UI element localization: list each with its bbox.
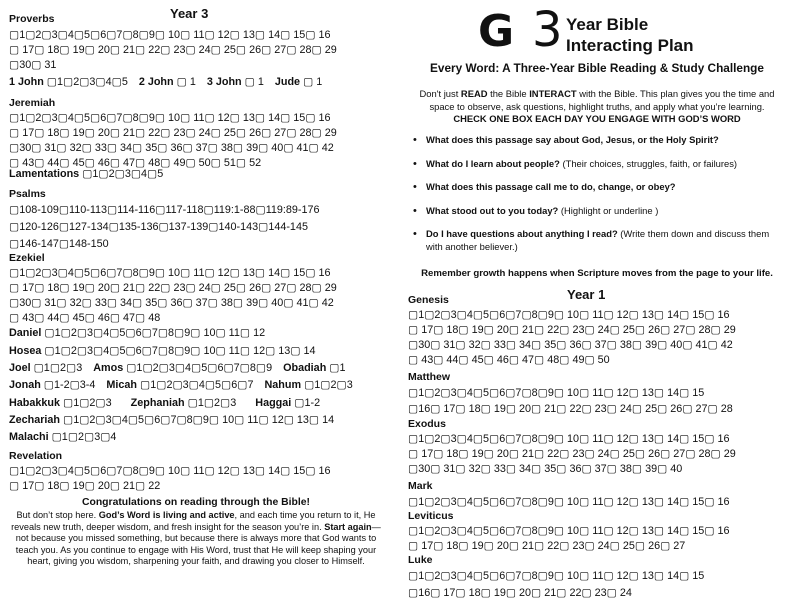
2john-checkboxes[interactable]: ▢ 1 bbox=[176, 76, 196, 88]
jeremiah-checkboxes-row4[interactable]: ▢ 43▢ 44▢ 45▢ 46▢ 47▢ 48▢ 49▢ 50▢ 51▢ 52 bbox=[9, 157, 262, 169]
matthew-checkboxes-row1[interactable]: ▢1▢2▢3▢4▢5▢6▢7▢8▢9▢ 10▢ 11▢ 12▢ 13▢ 14▢ 15 bbox=[408, 387, 705, 399]
ezekiel-section bbox=[9, 248, 387, 326]
matthew-checkboxes-row2[interactable]: ▢16▢ 17▢ 18▢ 19▢ 20▢ 21▢ 22▢ 23▢ 24▢ 25▢ 26▢ 27▢ 28 bbox=[408, 403, 733, 415]
3john-checkboxes[interactable]: ▢ 1 bbox=[244, 76, 264, 88]
joel-checkboxes[interactable]: ▢1▢2▢3 bbox=[33, 362, 83, 374]
daniel-line bbox=[9, 326, 265, 341]
question-item: • What do I learn about people? (Their choices, struggles, faith, or failures) bbox=[413, 158, 785, 171]
ezekiel-checkboxes-row1[interactable]: ▢1▢2▢3▢4▢5▢6▢7▢8▢9▢ 10▢ 11▢ 12▢ 13▢ 14▢ 15▢ 16 bbox=[9, 267, 331, 279]
habakkuk-checkboxes[interactable]: ▢1▢2▢3 bbox=[63, 397, 112, 409]
nahum-checkboxes[interactable]: ▢1▢2▢3 bbox=[304, 379, 353, 391]
micah-checkboxes[interactable]: ▢1▢2▢3▢4▢5▢6▢7 bbox=[140, 379, 254, 391]
revelation-checkboxes-row2[interactable]: ▢ 17▢ 18▢ 19▢ 20▢ 21▢ 22 bbox=[9, 480, 161, 492]
leviticus-checkboxes-row1[interactable]: ▢1▢2▢3▢4▢5▢6▢7▢8▢9▢ 10▢ 11▢ 12▢ 13▢ 14▢ 15▢ 16 bbox=[408, 525, 730, 537]
exodus-section bbox=[408, 414, 786, 477]
question-item: • Do I have questions about anything I read? (Write them down and discuss them with another believer.) bbox=[413, 228, 785, 253]
epistles-line bbox=[9, 75, 322, 90]
matthew-section bbox=[408, 367, 786, 417]
congratulations-body: But don’t stop here. God’s Word is living and active, and each time you return to it, He reveals new truth, deeper wisdom, and fresh insight for the season you’re in. Start again—not because you missed something, but because there is always more that God wants to teach you. As you continue to engage with His Word, trust that He will keep shaping your heart, giving you wisdom, sharpening your faith, and drawing you closer to Himself. bbox=[11, 510, 381, 567]
matthew-title: Matthew bbox=[408, 371, 450, 383]
leviticus-checkboxes-row2[interactable]: ▢ 17▢ 18▢ 19▢ 20▢ 21▢ 22▢ 23▢ 24▢ 25▢ 26▢ 27 bbox=[408, 540, 686, 552]
genesis-section bbox=[408, 290, 786, 368]
genesis-checkboxes-row4[interactable]: ▢ 43▢ 44▢ 45▢ 46▢ 47▢ 48▢ 49▢ 50 bbox=[408, 354, 610, 366]
lamentations-line bbox=[9, 167, 163, 182]
malachi-line bbox=[9, 430, 116, 445]
jonah-title: Jonah bbox=[9, 379, 41, 391]
proverbs-checkboxes-row3[interactable]: ▢30▢ 31 bbox=[9, 59, 57, 71]
year1-label: Year 1 bbox=[567, 287, 606, 302]
revelation-title: Revelation bbox=[9, 450, 63, 462]
haggai-title: Haggai bbox=[255, 397, 292, 409]
exodus-title: Exodus bbox=[408, 418, 446, 430]
revelation-checkboxes-row1[interactable]: ▢1▢2▢3▢4▢5▢6▢7▢8▢9▢ 10▢ 11▢ 12▢ 13▢ 14▢ 15▢ 16 bbox=[9, 465, 331, 477]
exodus-checkboxes-row3[interactable]: ▢30▢ 31▢ 32▢ 33▢ 34▢ 35▢ 36▢ 37▢ 38▢ 39▢ 40 bbox=[408, 463, 683, 475]
haggai-checkboxes[interactable]: ▢1-2 bbox=[294, 397, 321, 409]
joel-title: Joel bbox=[9, 362, 31, 374]
congratulations-title: Congratulations on reading through the Bible! bbox=[81, 497, 310, 508]
leviticus-section bbox=[408, 506, 786, 554]
obadiah-checkboxes[interactable]: ▢1 bbox=[329, 362, 346, 374]
mark-checkboxes-row1[interactable]: ▢1▢2▢3▢4▢5▢6▢7▢8▢9▢ 10▢ 11▢ 12▢ 13▢ 14▢ 15▢ 16 bbox=[408, 496, 730, 508]
psalms-checkboxes-row1[interactable]: ▢108-109▢110-113▢114-116▢117-118▢119:1-88▢119:89-176 bbox=[9, 204, 320, 216]
proverbs-title: Proverbs bbox=[9, 13, 55, 25]
jeremiah-section bbox=[9, 93, 387, 171]
exodus-checkboxes-row2[interactable]: ▢ 17▢ 18▢ 19▢ 20▢ 21▢ 22▢ 23▢ 24▢ 25▢ 26▢ 27▢ 28▢ 29 bbox=[408, 448, 736, 460]
intro-paragraph: Don't just READ the Bible INTERACT with the Bible. This plan gives you the time and space to observe, ask questions, highlight truths, and apply what you’re learning. CHECK ONE BOX EACH DAY YOU ENGAGE WITH GOD’S WORD bbox=[408, 88, 786, 126]
mark-title: Mark bbox=[408, 480, 433, 492]
zephaniah-checkboxes[interactable]: ▢1▢2▢3 bbox=[187, 397, 237, 409]
proverbs-checkboxes-row1[interactable]: ▢1▢2▢3▢4▢5▢6▢7▢8▢9▢ 10▢ 11▢ 12▢ 13▢ 14▢ 15▢ 16 bbox=[9, 29, 331, 41]
question-item: • What does this passage call me to do, change, or obey? bbox=[413, 181, 785, 194]
nahum-title: Nahum bbox=[264, 379, 302, 391]
ezekiel-title: Ezekiel bbox=[9, 252, 45, 264]
exodus-checkboxes-row1[interactable]: ▢1▢2▢3▢4▢5▢6▢7▢8▢9▢ 10▢ 11▢ 12▢ 13▢ 14▢ 15▢ 16 bbox=[408, 433, 730, 445]
jonah-micah-nahum-line bbox=[9, 378, 353, 393]
malachi-title: Malachi bbox=[9, 431, 49, 443]
ezekiel-checkboxes-row2[interactable]: ▢ 17▢ 18▢ 19▢ 20▢ 21▢ 22▢ 23▢ 24▢ 25▢ 26▢ 27▢ 28▢ 29 bbox=[9, 282, 337, 294]
reflection-questions bbox=[413, 134, 785, 264]
daniel-title: Daniel bbox=[9, 327, 42, 339]
luke-title: Luke bbox=[408, 554, 433, 566]
psalms-checkboxes-row3[interactable]: ▢146-147▢148-150 bbox=[9, 238, 109, 250]
amos-title: Amos bbox=[93, 362, 124, 374]
joel-amos-obadiah-line bbox=[9, 361, 346, 376]
proverbs-checkboxes-row2[interactable]: ▢ 17▢ 18▢ 19▢ 20▢ 21▢ 22▢ 23▢ 24▢ 25▢ 26▢ 27▢ 28▢ 29 bbox=[9, 44, 337, 56]
1john-title: 1 John bbox=[9, 76, 44, 88]
zephaniah-title: Zephaniah bbox=[130, 397, 185, 409]
3john-title: 3 John bbox=[206, 76, 242, 88]
g3-logo bbox=[478, 2, 563, 58]
habakkuk-zephaniah-haggai-line bbox=[9, 396, 320, 411]
genesis-checkboxes-row2[interactable]: ▢ 17▢ 18▢ 19▢ 20▢ 21▢ 22▢ 23▢ 24▢ 25▢ 26▢ 27▢ 28▢ 29 bbox=[408, 324, 736, 336]
congratulations-block bbox=[9, 496, 383, 568]
jeremiah-checkboxes-row3[interactable]: ▢30▢ 31▢ 32▢ 33▢ 34▢ 35▢ 36▢ 37▢ 38▢ 39▢ 40▢ 41▢ 42 bbox=[9, 142, 334, 154]
jude-checkboxes[interactable]: ▢ 1 bbox=[303, 76, 323, 88]
hosea-line bbox=[9, 344, 316, 359]
luke-section bbox=[408, 550, 786, 602]
jonah-checkboxes[interactable]: ▢1-2▢3-4 bbox=[43, 379, 96, 391]
obadiah-title: Obadiah bbox=[283, 362, 327, 374]
jude-title: Jude bbox=[274, 76, 301, 88]
question-item: • What does this passage say about God, Jesus, or the Holy Spirit? bbox=[413, 134, 785, 147]
ezekiel-checkboxes-row3[interactable]: ▢30▢ 31▢ 32▢ 33▢ 34▢ 35▢ 36▢ 37▢ 38▢ 39▢ 40▢ 41▢ 42 bbox=[9, 297, 334, 309]
jeremiah-title: Jeremiah bbox=[9, 97, 56, 109]
genesis-checkboxes-row1[interactable]: ▢1▢2▢3▢4▢5▢6▢7▢8▢9▢ 10▢ 11▢ 12▢ 13▢ 14▢ 15▢ 16 bbox=[408, 309, 730, 321]
plan-title-line2: Interacting Plan bbox=[566, 36, 694, 55]
psalms-checkboxes-row2[interactable]: ▢120-126▢127-134▢135-136▢137-139▢140-143▢144-145 bbox=[9, 221, 308, 233]
genesis-title: Genesis bbox=[408, 294, 449, 306]
luke-checkboxes-row2[interactable]: ▢16▢ 17▢ 18▢ 19▢ 20▢ 21▢ 22▢ 23▢ 24 bbox=[408, 587, 632, 599]
lamentations-title: Lamentations bbox=[9, 168, 80, 180]
malachi-checkboxes[interactable]: ▢1▢2▢3▢4 bbox=[51, 431, 117, 443]
1john-checkboxes[interactable]: ▢1▢2▢3▢4▢5 bbox=[46, 76, 128, 88]
zechariah-title: Zechariah bbox=[9, 414, 61, 426]
zechariah-checkboxes[interactable]: ▢1▢2▢3▢4▢5▢6▢7▢8▢9▢ 10▢ 11▢ 12▢ 13▢ 14 bbox=[63, 414, 335, 426]
daniel-checkboxes[interactable]: ▢1▢2▢3▢4▢5▢6▢7▢8▢9▢ 10▢ 11▢ 12 bbox=[44, 327, 266, 339]
question-item: • What stood out to you today? (Highlight or underline ) bbox=[413, 205, 785, 218]
hosea-title: Hosea bbox=[9, 345, 42, 357]
logo-g-letter: G bbox=[478, 6, 515, 57]
growth-reminder: Remember growth happens when Scripture moves from the page to your life. bbox=[421, 268, 773, 279]
year3-label: Year 3 bbox=[170, 6, 209, 21]
leviticus-title: Leviticus bbox=[408, 510, 454, 522]
tagline: Every Word: A Three-Year Bible Reading & Study Challenge bbox=[430, 61, 764, 75]
luke-checkboxes-row1[interactable]: ▢1▢2▢3▢4▢5▢6▢7▢8▢9▢ 10▢ 11▢ 12▢ 13▢ 14▢ 15 bbox=[408, 570, 705, 582]
2john-title: 2 John bbox=[138, 76, 174, 88]
genesis-checkboxes-row3[interactable]: ▢30▢ 31▢ 32▢ 33▢ 34▢ 35▢ 36▢ 37▢ 38▢ 39▢ 40▢ 41▢ 42 bbox=[408, 339, 733, 351]
jeremiah-checkboxes-row2[interactable]: ▢ 17▢ 18▢ 19▢ 20▢ 21▢ 22▢ 23▢ 24▢ 25▢ 26▢ 27▢ 28▢ 29 bbox=[9, 127, 337, 139]
micah-title: Micah bbox=[106, 379, 138, 391]
ezekiel-checkboxes-row4[interactable]: ▢ 43▢ 44▢ 45▢ 46▢ 47▢ 48 bbox=[9, 312, 161, 324]
revelation-section bbox=[9, 446, 387, 494]
plan-title bbox=[566, 14, 694, 56]
psalms-title: Psalms bbox=[9, 188, 46, 200]
hosea-checkboxes[interactable]: ▢1▢2▢3▢4▢5▢6▢7▢8▢9▢ 10▢ 11▢ 12▢ 13▢ 14 bbox=[44, 345, 316, 357]
psalms-section bbox=[9, 184, 387, 253]
logo-3-numeral: 3 bbox=[532, 2, 563, 58]
lamentations-checkboxes[interactable]: ▢1▢2▢3▢4▢5 bbox=[82, 168, 164, 180]
plan-title-line1: Year Bible bbox=[566, 15, 649, 34]
zechariah-line bbox=[9, 413, 334, 428]
proverbs-section bbox=[9, 28, 387, 73]
amos-checkboxes[interactable]: ▢1▢2▢3▢4▢5▢6▢7▢8▢9 bbox=[126, 362, 273, 374]
habakkuk-title: Habakkuk bbox=[9, 397, 61, 409]
jeremiah-checkboxes-row1[interactable]: ▢1▢2▢3▢4▢5▢6▢7▢8▢9▢ 10▢ 11▢ 12▢ 13▢ 14▢ 15▢ 16 bbox=[9, 112, 331, 124]
check-instruction: CHECK ONE BOX EACH DAY YOU ENGAGE WITH GOD’S WORD bbox=[453, 113, 741, 124]
